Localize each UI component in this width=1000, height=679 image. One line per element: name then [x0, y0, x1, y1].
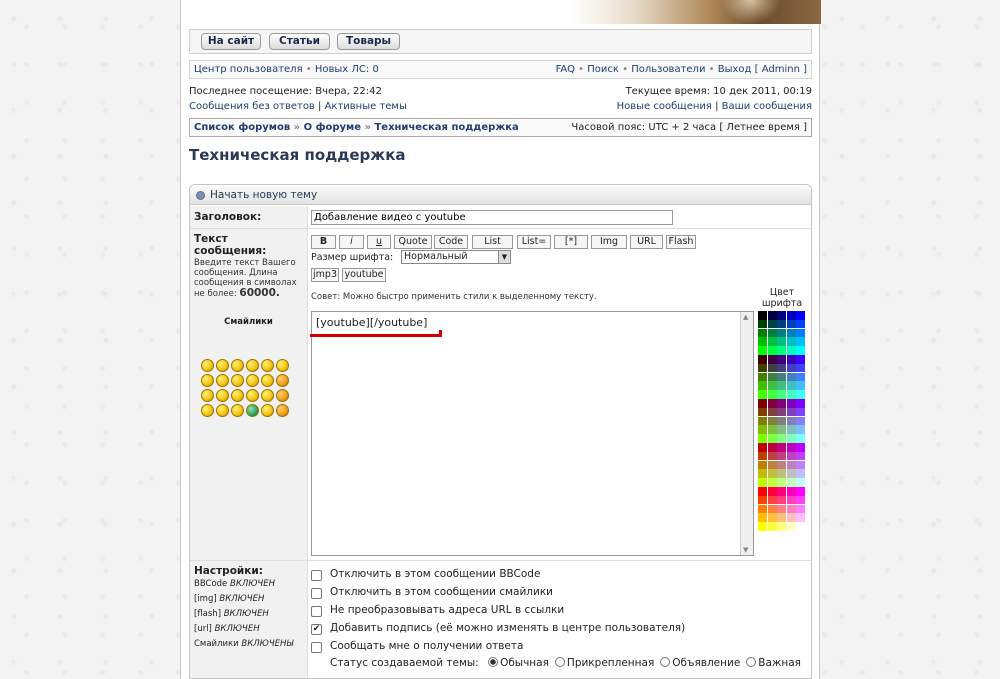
page-title: Техническая поддержка: [189, 146, 406, 164]
color-swatch[interactable]: [787, 381, 796, 390]
search-links-right: Новые сообщения | Ваши сообщения: [616, 101, 812, 112]
option-checkbox-5[interactable]: [311, 642, 322, 653]
message-label: Текст сообщения:: [194, 233, 267, 257]
active-topics-link[interactable]: Активные темы: [324, 101, 407, 112]
user-bar: [189, 60, 812, 79]
form-header: [190, 185, 811, 205]
color-swatch[interactable]: [787, 399, 796, 408]
smiley-icon[interactable]: [201, 404, 214, 417]
color-swatch[interactable]: [758, 452, 767, 461]
color-swatch[interactable]: [796, 408, 805, 417]
bbcode-button-6[interactable]: List: [472, 235, 513, 249]
color-swatch[interactable]: [796, 355, 805, 364]
color-swatch[interactable]: [777, 452, 786, 461]
color-swatch[interactable]: [768, 496, 777, 505]
topic-type-label-2: Прикрепленная: [566, 657, 655, 669]
color-swatch[interactable]: [787, 373, 796, 382]
color-swatch[interactable]: [768, 417, 777, 426]
color-swatch[interactable]: [787, 390, 796, 399]
color-swatch[interactable]: [777, 364, 786, 373]
color-swatch[interactable]: [796, 425, 805, 434]
option-checkbox-1[interactable]: [311, 570, 322, 581]
color-swatch[interactable]: [768, 443, 777, 452]
color-swatch[interactable]: [758, 434, 767, 443]
color-swatch[interactable]: [787, 513, 796, 522]
separator: •: [708, 64, 715, 75]
formatting-tip: Совет: Можно быстро применить стили к выделенному тексту.: [311, 292, 597, 302]
top-navbar: [189, 29, 812, 54]
color-swatch[interactable]: [777, 346, 786, 355]
color-swatch[interactable]: [787, 522, 796, 531]
color-swatch[interactable]: [768, 311, 777, 320]
color-swatch[interactable]: [768, 461, 777, 470]
color-swatch[interactable]: [796, 373, 805, 382]
breadcrumb-about[interactable]: О форуме: [303, 122, 362, 133]
color-swatch[interactable]: [777, 513, 786, 522]
smiley-icon[interactable]: [231, 389, 244, 402]
color-swatch[interactable]: [777, 408, 786, 417]
color-swatch[interactable]: [758, 513, 767, 522]
chevron-down-icon: ▼: [498, 251, 510, 263]
color-swatch[interactable]: [787, 469, 796, 478]
smiley-icon[interactable]: [246, 404, 259, 417]
topic-type-radio-2[interactable]: [555, 657, 565, 667]
smiley-icon[interactable]: [276, 389, 289, 402]
color-swatch[interactable]: [758, 346, 767, 355]
topic-type-label-3: Объявление: [672, 657, 741, 669]
extra-bbcode-button-2[interactable]: youtube: [342, 268, 386, 282]
color-swatch[interactable]: [768, 399, 777, 408]
color-swatch[interactable]: [768, 381, 777, 390]
font-size-label: Размер шрифта:: [311, 252, 394, 263]
search-link[interactable]: Поиск: [587, 64, 619, 75]
smiley-icon[interactable]: [231, 359, 244, 372]
setting-status-4: [url] ВКЛЮЧЕН: [194, 624, 260, 634]
topic-status-label: Статус создаваемой темы:: [330, 657, 479, 669]
topic-type-label-4: Важная: [758, 657, 801, 669]
color-swatch[interactable]: [796, 434, 805, 443]
color-swatch[interactable]: [758, 399, 767, 408]
smiley-icon[interactable]: [246, 389, 259, 402]
smiley-icon[interactable]: [246, 359, 259, 372]
smiley-icon[interactable]: [201, 374, 214, 387]
color-swatch[interactable]: [796, 461, 805, 470]
color-swatch[interactable]: [796, 364, 805, 373]
settings-label-cell: [190, 561, 308, 679]
bbcode-button-3[interactable]: u: [367, 235, 391, 249]
color-swatch[interactable]: [796, 443, 805, 452]
option-checkbox-4[interactable]: ✔: [312, 624, 321, 634]
color-swatch[interactable]: [768, 373, 777, 382]
option-checkbox-2[interactable]: [311, 588, 322, 599]
color-swatch[interactable]: [768, 505, 777, 514]
color-swatch[interactable]: [787, 461, 796, 470]
color-swatch[interactable]: [758, 522, 767, 531]
breadcrumb-support[interactable]: Техническая поддержка: [374, 122, 519, 133]
color-swatch[interactable]: [758, 337, 767, 346]
font-size-select[interactable]: [401, 250, 511, 264]
page: [180, 0, 820, 679]
color-swatch[interactable]: [796, 329, 805, 338]
smiley-icon[interactable]: [216, 389, 229, 402]
color-swatch[interactable]: [777, 469, 786, 478]
color-swatch[interactable]: [796, 487, 805, 496]
color-swatch[interactable]: [777, 337, 786, 346]
color-swatch[interactable]: [758, 311, 767, 320]
color-swatch[interactable]: [777, 399, 786, 408]
color-swatch[interactable]: [796, 505, 805, 514]
color-swatch[interactable]: [777, 434, 786, 443]
message-textarea[interactable]: [311, 311, 754, 556]
smiley-icon[interactable]: [261, 359, 274, 372]
color-swatch[interactable]: [758, 373, 767, 382]
option-checkbox-3[interactable]: [311, 606, 322, 617]
bbcode-button-1[interactable]: B: [311, 235, 336, 249]
settings-status-list: [194, 577, 303, 652]
breadcrumb-separator: »: [293, 122, 301, 133]
new-pm-link[interactable]: Новых ЛС: 0: [314, 64, 379, 75]
setting-status-5: Смайлики ВКЛЮЧЕНЫ: [194, 639, 294, 649]
color-swatch[interactable]: [777, 425, 786, 434]
smiley-icon[interactable]: [276, 404, 289, 417]
topic-type-radio-4[interactable]: [746, 657, 756, 667]
topic-type-label-1: Обычная: [500, 657, 549, 669]
message-max-length: 60000.: [239, 287, 280, 299]
color-swatch[interactable]: [787, 364, 796, 373]
smiley-icon[interactable]: [276, 374, 289, 387]
bbcode-button-2[interactable]: i: [339, 235, 364, 249]
bbcode-button-4[interactable]: Quote: [394, 235, 432, 249]
your-posts-link[interactable]: Ваши сообщения: [721, 101, 812, 112]
color-swatch[interactable]: [777, 373, 786, 382]
color-swatch[interactable]: [777, 505, 786, 514]
separator: •: [622, 64, 629, 75]
smiley-icon[interactable]: [201, 389, 214, 402]
color-swatch[interactable]: [768, 329, 777, 338]
color-swatch[interactable]: [758, 320, 767, 329]
ucp-link[interactable]: Центр пользователя: [194, 64, 303, 75]
option-label-3: Не преобразовывать адреса URL в ссылки: [330, 604, 565, 616]
color-swatch[interactable]: [796, 311, 805, 320]
setting-status-1: BBCode ВКЛЮЧЕН: [194, 579, 276, 589]
color-swatch[interactable]: [796, 513, 805, 522]
color-swatch[interactable]: [758, 329, 767, 338]
subject-label: Заголовок:: [190, 206, 308, 228]
red-underline-annotation: [310, 330, 442, 337]
color-swatch[interactable]: [758, 478, 767, 487]
color-swatch[interactable]: [787, 487, 796, 496]
color-swatch[interactable]: [787, 505, 796, 514]
color-swatch[interactable]: [768, 452, 777, 461]
bbcode-button-8[interactable]: [*]: [554, 235, 588, 249]
color-swatch[interactable]: [768, 364, 777, 373]
color-swatch[interactable]: [758, 417, 767, 426]
color-swatch[interactable]: [787, 329, 796, 338]
color-swatch[interactable]: [758, 461, 767, 470]
color-swatch[interactable]: [787, 425, 796, 434]
message-text: [youtube][/youtube]: [316, 316, 428, 329]
smilies-title: Смайлики: [224, 317, 273, 327]
color-swatch[interactable]: [768, 355, 777, 364]
bbcode-button-7[interactable]: List=: [517, 235, 551, 249]
color-swatch[interactable]: [777, 381, 786, 390]
color-swatch[interactable]: [758, 390, 767, 399]
smiley-icon[interactable]: [216, 374, 229, 387]
color-swatch[interactable]: [777, 461, 786, 470]
color-swatch[interactable]: [787, 443, 796, 452]
color-swatch[interactable]: [758, 487, 767, 496]
color-swatch[interactable]: [787, 434, 796, 443]
color-swatch[interactable]: [768, 390, 777, 399]
setting-status-2: [img] ВКЛЮЧЕН: [194, 594, 265, 604]
color-swatch[interactable]: [777, 329, 786, 338]
color-swatch[interactable]: [787, 496, 796, 505]
color-swatch[interactable]: [768, 434, 777, 443]
color-label: Цвет шрифта: [761, 287, 803, 309]
setting-status-3: [flash] ВКЛЮЧЕН: [194, 609, 269, 619]
color-swatch[interactable]: [787, 337, 796, 346]
option-label-4: Добавить подпись (её можно изменять в центре пользователя): [330, 622, 686, 634]
smiley-icon[interactable]: [276, 359, 289, 372]
color-swatch[interactable]: [768, 478, 777, 487]
nav-button-articles[interactable]: Статьи: [269, 33, 330, 50]
color-swatch[interactable]: [796, 337, 805, 346]
color-swatch[interactable]: [758, 425, 767, 434]
color-swatch[interactable]: [758, 381, 767, 390]
color-swatch[interactable]: [787, 408, 796, 417]
message-label-cell: [190, 229, 308, 560]
smiley-icon[interactable]: [246, 374, 259, 387]
current-time-text: Текущее время: 10 дек 2011, 00:19: [625, 86, 812, 97]
color-swatch[interactable]: [777, 311, 786, 320]
smiley-icon[interactable]: [261, 374, 274, 387]
color-swatch[interactable]: [796, 346, 805, 355]
search-links-left: Сообщения без ответов | Активные темы: [189, 101, 407, 112]
smiley-icon[interactable]: [201, 359, 214, 372]
timezone-text: Часовой пояс: UTC + 2 часа [ Летнее время ]: [571, 122, 807, 133]
color-swatch[interactable]: [777, 496, 786, 505]
color-swatch[interactable]: [777, 390, 786, 399]
color-swatch[interactable]: [777, 320, 786, 329]
separator: •: [578, 64, 585, 75]
color-swatch[interactable]: [777, 522, 786, 531]
nav-button-site[interactable]: На сайт: [201, 33, 261, 50]
color-swatch[interactable]: [768, 513, 777, 522]
topic-type-radios: [482, 657, 801, 669]
color-swatch[interactable]: [768, 487, 777, 496]
color-swatch[interactable]: [758, 469, 767, 478]
color-swatch[interactable]: [768, 408, 777, 417]
color-swatch[interactable]: [787, 320, 796, 329]
topic-icon: [196, 191, 205, 200]
last-visit-text: Последнее посещение: Вчера, 22:42: [189, 86, 382, 97]
color-swatch[interactable]: [796, 390, 805, 399]
color-swatch[interactable]: [758, 496, 767, 505]
logout-link[interactable]: Выход [ Adminn ]: [717, 64, 807, 75]
smiley-icon[interactable]: [216, 404, 229, 417]
color-swatch[interactable]: [758, 505, 767, 514]
option-label-5: Сообщать мне о получении ответа: [330, 640, 524, 652]
breadcrumb-separator: »: [364, 122, 371, 133]
color-swatch[interactable]: [768, 337, 777, 346]
color-swatch[interactable]: [796, 496, 805, 505]
color-swatch[interactable]: [758, 364, 767, 373]
color-swatch[interactable]: [777, 355, 786, 364]
separator: •: [305, 64, 312, 75]
color-swatch[interactable]: [768, 425, 777, 434]
color-swatch[interactable]: [768, 320, 777, 329]
color-swatch[interactable]: [796, 478, 805, 487]
color-swatch[interactable]: [796, 522, 805, 531]
smiley-icon[interactable]: [261, 389, 274, 402]
color-swatch[interactable]: [796, 381, 805, 390]
smiley-icon[interactable]: [216, 359, 229, 372]
color-swatch[interactable]: [796, 417, 805, 426]
faq-link[interactable]: FAQ: [555, 64, 575, 75]
smiley-icon[interactable]: [231, 404, 244, 417]
color-swatch[interactable]: [777, 478, 786, 487]
color-swatch[interactable]: [768, 469, 777, 478]
color-swatch[interactable]: [787, 355, 796, 364]
color-swatch[interactable]: [787, 478, 796, 487]
color-swatch[interactable]: [758, 408, 767, 417]
font-size-value: Нормальный: [404, 251, 468, 262]
subject-input[interactable]: [311, 210, 673, 225]
color-swatch[interactable]: [777, 487, 786, 496]
color-swatch[interactable]: [787, 452, 796, 461]
smiley-icon[interactable]: [231, 374, 244, 387]
bbcode-button-5[interactable]: Code: [434, 235, 468, 249]
color-swatch[interactable]: [777, 417, 786, 426]
color-swatch[interactable]: [758, 443, 767, 452]
color-swatch[interactable]: [796, 399, 805, 408]
settings-label: Настройки:: [194, 565, 263, 577]
nav-button-goods[interactable]: Товары: [337, 33, 400, 50]
color-swatch[interactable]: [787, 311, 796, 320]
breadcrumb-forums[interactable]: Список форумов: [194, 122, 291, 133]
textarea-scrollbar[interactable]: [740, 312, 753, 555]
members-link[interactable]: Пользователи: [631, 64, 706, 75]
form-header-title: Начать новую тему: [210, 189, 318, 201]
topic-type-radio-1[interactable]: [488, 657, 498, 667]
bbcode-button-10[interactable]: URL: [630, 235, 663, 249]
extra-bbcode-button-1[interactable]: jmp3: [311, 268, 339, 282]
bbcode-button-9[interactable]: Img: [591, 235, 627, 249]
header-banner-image: [571, 0, 821, 24]
color-swatch[interactable]: [758, 355, 767, 364]
color-swatch[interactable]: [787, 346, 796, 355]
option-label-1: Отключить в этом сообщении BBCode: [330, 568, 541, 580]
option-label-2: Отключить в этом сообщении смайлики: [330, 586, 553, 598]
color-swatch[interactable]: [796, 452, 805, 461]
unanswered-link[interactable]: Сообщения без ответов: [189, 101, 315, 112]
topic-status-row: [330, 657, 801, 669]
smiley-icon[interactable]: [261, 404, 274, 417]
color-palette[interactable]: [758, 311, 806, 531]
color-swatch[interactable]: [796, 469, 805, 478]
bbcode-button-11[interactable]: Flash: [666, 235, 696, 249]
new-posts-link[interactable]: Новые сообщения: [616, 101, 712, 112]
color-swatch[interactable]: [768, 522, 777, 531]
color-swatch[interactable]: [768, 346, 777, 355]
user-bar-right: [556, 61, 807, 78]
topic-type-radio-3[interactable]: [660, 657, 670, 667]
breadcrumb: [189, 118, 812, 137]
color-swatch[interactable]: [787, 417, 796, 426]
color-swatch[interactable]: [796, 320, 805, 329]
post-form: [189, 184, 812, 679]
color-swatch[interactable]: [777, 443, 786, 452]
message-description: Введите текст Вашего сообщения. Длина сообщения в символах не более: 60000.: [194, 258, 297, 299]
